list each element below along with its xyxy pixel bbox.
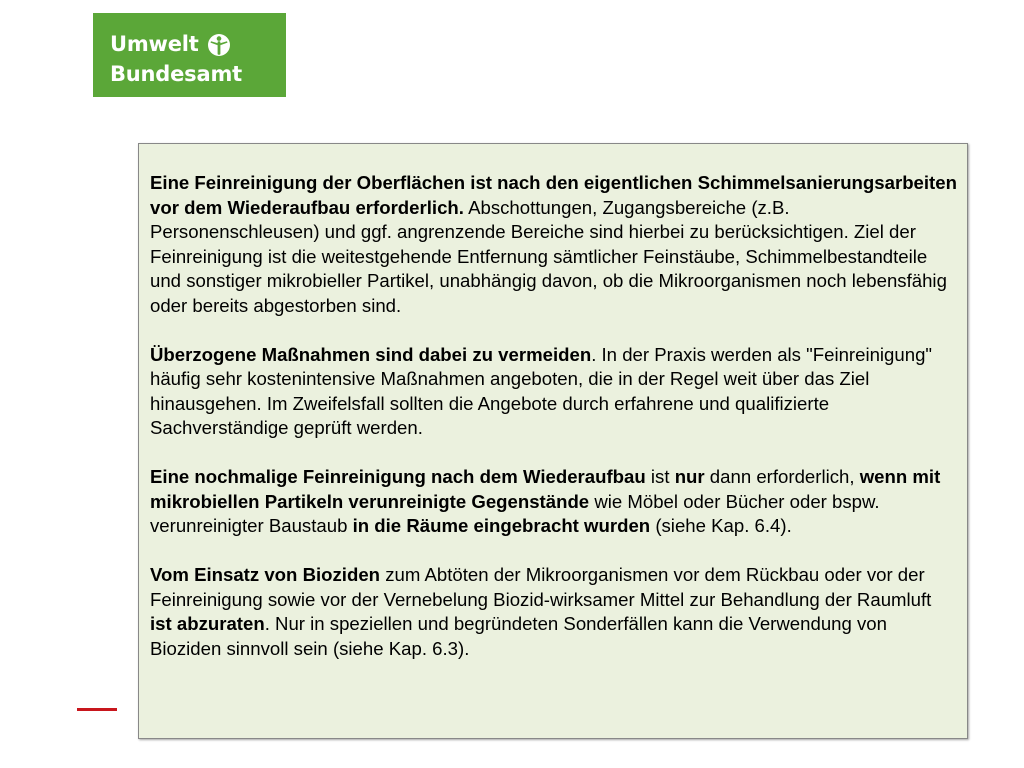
text: (siehe Kap. 6.4). bbox=[650, 515, 792, 536]
text-box bbox=[138, 143, 968, 739]
text: ist bbox=[645, 466, 675, 487]
text: . In der Praxis werden als "Feinreinigung" häufig sehr kostenintensive Maßnahmen angeboten, die in der Regel weit über das Ziel hinausgehen. Im Zweifelsfall sollten die Angebote durch erfahrene und qualifizierte Sachverständige geprüft werden. bbox=[150, 343, 933, 438]
text: zum Abtöten der Mikroorganismen vor dem Rückbau oder vor der Feinreinigung sowie vor der Vernebelung Biozid-wirksamer Mittel zur Behandlung der Raumluft bbox=[150, 564, 932, 610]
bold-text: in die Räume eingebracht wurden bbox=[352, 515, 651, 536]
text: dann erforderlich, bbox=[704, 466, 860, 487]
text: Abschottungen, Zugangsbereiche (z.B. Personenschleusen) und ggf. angrenzende Bereiche sind hierbei zu berücksichtigen. Ziel der Feinreinigung ist die weitestgehende Entfernung sämtlicher Feinstäube, Schimmelbestandteile und sonstiger mikrobieller Partikel, unabhängig davon, ob die Mikroorganismen noch lebensfähig oder bereits abgestorben sind. bbox=[150, 196, 947, 316]
bold-text: ist abzuraten bbox=[150, 613, 265, 634]
bold-text: wenn mit mikrobiellen Partikeln verunreinigte Gegenstände bbox=[150, 466, 941, 512]
bold-text: Eine Feinreinigung der Oberflächen ist nach den eigentlichen Schimmelsanierungsarbeiten vor dem Wiederaufbau erforderlich. bbox=[150, 172, 957, 218]
red-accent-line bbox=[77, 708, 117, 711]
bold-text: Vom Einsatz von Bioziden bbox=[150, 564, 381, 585]
paragraph bbox=[150, 465, 957, 539]
umweltbundesamt-logo[interactable] bbox=[93, 13, 286, 97]
bold-text: nur bbox=[674, 466, 705, 487]
human-figure-globe-icon bbox=[207, 33, 231, 62]
paragraph bbox=[150, 343, 957, 441]
paragraph bbox=[150, 563, 957, 661]
text: . Nur in speziellen und begründeten Sonderfällen kann die Verwendung von Bioziden sinnvoll sein (siehe Kap. 6.3). bbox=[150, 613, 887, 659]
paragraph bbox=[150, 171, 957, 318]
logo-line-2: Bundesamt bbox=[110, 62, 242, 86]
bold-text: Überzogene Maßnahmen sind dabei zu vermeiden bbox=[150, 343, 592, 365]
logo-line-1: Umwelt bbox=[110, 32, 199, 56]
bold-text: Eine nochmalige Feinreinigung nach dem Wiederaufbau bbox=[150, 466, 646, 487]
text: wie Möbel oder Bücher oder bspw. verunreinigter Baustaub bbox=[150, 490, 880, 536]
